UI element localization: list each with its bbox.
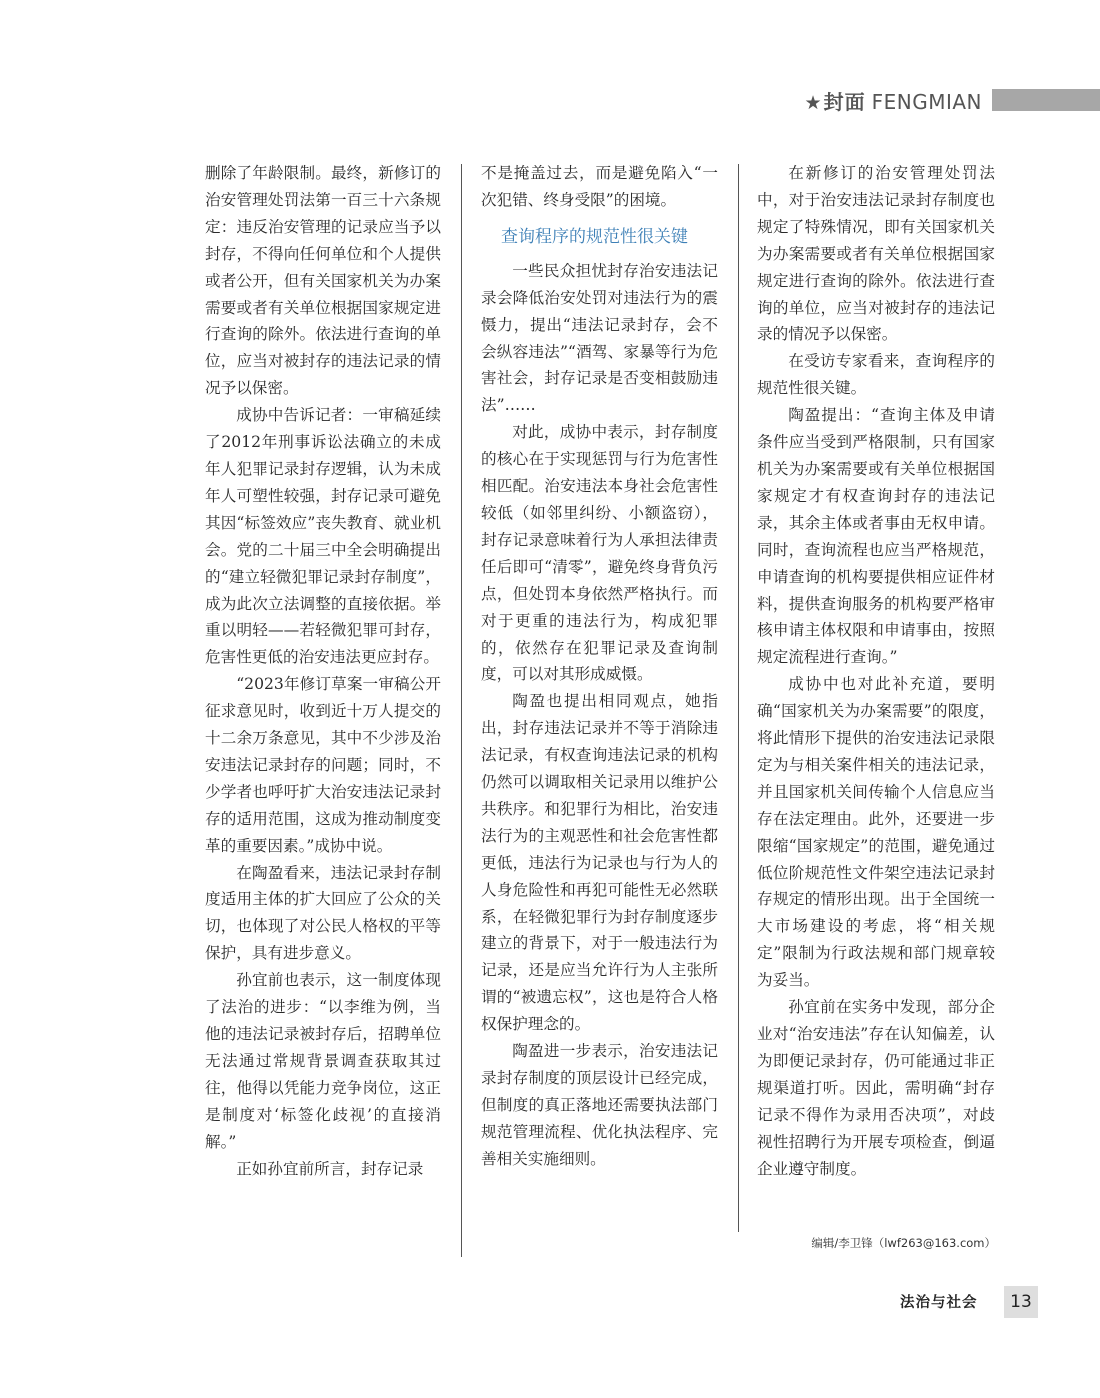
text-column-2 — [481, 160, 718, 1173]
paragraph: 陶盈也提出相同观点，她指出，封存违法记录并不等于消除违法记录，有权查询违法记录的机构仍然可以调取相关记录用以维护公共秩序。和犯罪行为相比，治安违法行为的主观恶性和社会危害性都更低，违法行为记录也与行为人的人身危险性和再犯可能性无必然联系，在轻微犯罪行为封存制度逐步建立的背景下，对于一般违法行为记录，还是应当允许行为人主张所谓的“被遗忘权”，这也是符合人格权保护理念的。 — [481, 692, 718, 1034]
paragraph: 在新修订的治安管理处罚法中，对于治安违法记录封存制度也规定了特殊情况，即有关国家机关为办案需要或者有关单位根据国家规定进行查询的除外。依法进行查询的单位，应当对被封存的违法记录的情况予以保密。 — [757, 164, 995, 344]
paragraph: 不是掩盖过去，而是避免陷入“一次犯错、终身受限”的困境。 — [481, 164, 718, 209]
paragraph: 对此，成协中表示，封存制度的核心在于实现惩罚与行为危害性相匹配。治安违法本身社会危害性较低（如邻里纠纷、小额盗窃），封存记录意味着行为人承担法律责任后即可“清零”，避免终身背负污点，但处罚本身依然严格执行。而对于更重的违法行为，构成犯罪的，依然存在犯罪记录及查询制度，可以对其形成威慑。 — [481, 423, 718, 684]
header-bar — [992, 89, 1100, 111]
text-column-1 — [205, 160, 441, 1182]
magazine-title: 法治与社会 — [900, 1295, 978, 1311]
section-title-en: FENGMIAN — [871, 89, 982, 114]
paragraph: 在陶盈看来，违法记录封存制度适用主体的扩大回应了公众的关切，也体现了对公民人格权的平等保护，具有进步意义。 — [205, 863, 441, 963]
paragraph: 孙宜前在实务中发现，部分企业对“治安违法”存在认知偏差，认为即便记录封存，仍可能通过非正规渠道打听。因此，需明确“封存记录不得作为录用否决项”，对歧视性招聘行为开展专项检查，倒逼企业遵守制度。 — [757, 998, 995, 1178]
text-column-3 — [757, 160, 995, 1182]
paragraph: 孙宜前也表示，这一制度体现了法治的进步：“以李维为例，当他的违法记录被封存后，招聘单位无法通过常规背景调查获取其过往，他得以凭能力竞争岗位，这正是制度对‘标签化歧视’的直接消解。” — [205, 971, 441, 1151]
paragraph: 正如孙宜前所言，封存记录 — [236, 1159, 424, 1178]
subheading: 查询程序的规范性很关键 — [501, 226, 688, 247]
section-title-cn: 封面 — [823, 89, 866, 114]
star-icon: ★ — [804, 91, 822, 114]
section-label — [805, 86, 982, 115]
paragraph: “2023年修订草案一审稿公开征求意见时，收到近十万人提交的十二余万条意见，其中不少涉及治安违法记录封存的问题；同时，不少学者也呼吁扩大治安违法记录封存的适用范围，这成为推动制度变革的重要因素。”成协中说。 — [205, 675, 441, 855]
paragraph: 删除了年龄限制。最终，新修订的治安管理处罚法第一百三十六条规定：违反治安管理的记录应当予以封存，不得向任何单位和个人提供或者公开，但有关国家机关为办案需要或者有关单位根据国家规定进行查询的除外。依法进行查询的单位，应当对被封存的违法记录的情况予以保密。 — [205, 164, 441, 398]
paragraph: 在受访专家看来，查询程序的规范性很关键。 — [757, 352, 995, 398]
section-header — [805, 85, 1100, 115]
paragraph: 成协中告诉记者：一审稿延续了2012年刑事诉讼法确立的未成年人犯罪记录封存逻辑，认为未成年人可塑性较强，封存记录可避免其因“标签效应”丧失教育、就业机会。党的二十届三中全会明确提出的“建立轻微犯罪记录封存制度”，成为此次立法调整的直接依据。举重以明轻——若轻微犯罪可封存，危害性更低的治安违法更应封存。 — [205, 406, 441, 667]
column-divider — [738, 164, 739, 1232]
paragraph: 一些民众担忧封存治安违法记录会降低治安处罚对违法行为的震慑力，提出“违法记录封存，会不会纵容违法”“酒驾、家暴等行为危害社会，封存记录是否变相鼓励违法”…… — [481, 261, 718, 415]
paragraph: 陶盈进一步表示，治安违法记录封存制度的顶层设计已经完成，但制度的真正落地还需要执法部门规范管理流程、优化执法程序、完善相关实施细则。 — [481, 1042, 718, 1168]
paragraph: 陶盈提出：“查询主体及申请条件应当受到严格限制，只有国家机关为办案需要或有关单位根据国家规定才有权查询封存的违法记录，其余主体或者事由无权申请。同时，查询流程也应当严格规范，申请查询的机构要提供相应证件材料，提供查询服务的机构要严格审核申请主体权限和申请事由，按照规定流程进行查询。” — [757, 406, 995, 667]
column-divider — [461, 164, 462, 1257]
editor-credit: 编辑/李卫锋（lwf263@163.com） — [811, 1236, 996, 1250]
paragraph: 成协中也对此补充道，要明确“国家机关为办案需要”的限度，将此情形下提供的治安违法记录限定为与相关案件相关的违法记录，并且国家机关间传输个人信息应当存在法定理由。此外，还要进一步限缩“国家规定”的范围，避免通过低位阶规范性文件架空违法记录封存规定的情形出现。出于全国统一大市场建设的考虑，将“相关规定”限制为行政法规和部门规章较为妥当。 — [757, 675, 995, 990]
page-number: 13 — [1004, 1286, 1038, 1318]
